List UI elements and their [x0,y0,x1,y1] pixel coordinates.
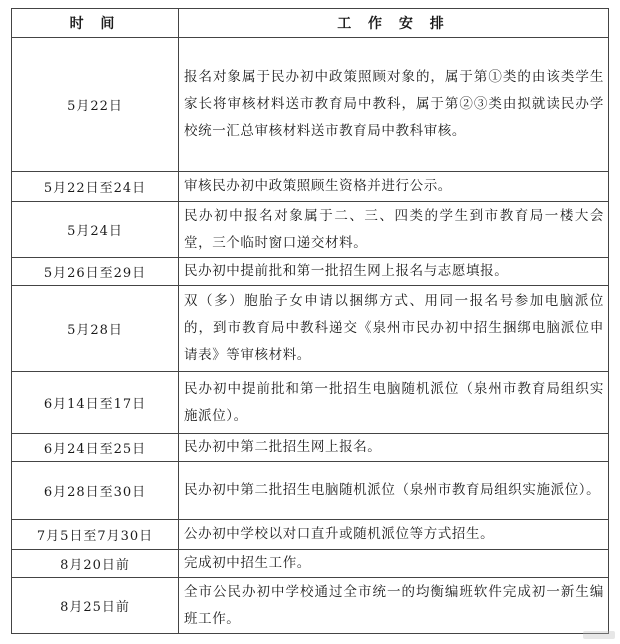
row-date: 5月28日 [12,286,179,372]
row-task: 民办初中提前批和第一批招生网上报名与志愿填报。 [179,258,609,286]
row-task: 民办初中第二批招生电脑随机派位（泉州市教育局组织实施派位）。 [179,462,609,520]
header-time: 时 间 [12,9,179,38]
row-date: 5月24日 [12,202,179,258]
row-task: 双（多）胞胎子女申请以捆绑方式、用同一报名号参加电脑派位的，到市教育局中教科递交《泉州市民办初中招生捆绑电脑派位申请表》等审核材料。 [179,286,609,372]
table-row [12,550,609,578]
row-date: 5月22日至24日 [12,172,179,202]
table-row [12,286,609,372]
row-date: 5月26日至29日 [12,258,179,286]
table-row [12,578,609,634]
row-date: 8月25日前 [12,578,179,634]
table-row [12,172,609,202]
row-date: 8月20日前 [12,550,179,578]
row-task: 全市公民办初中学校通过全市统一的均衡编班软件完成初一新生编班工作。 [179,578,609,634]
row-date: 5月22日 [12,38,179,172]
row-date: 6月28日至30日 [12,462,179,520]
row-date: 6月14日至17日 [12,372,179,434]
header-row [12,9,609,38]
table-row [12,462,609,520]
schedule-table [11,8,609,634]
table-row [12,434,609,462]
row-task: 民办初中提前批和第一批招生电脑随机派位（泉州市教育局组织实施派位）。 [179,372,609,434]
row-task: 民办初中第二批招生网上报名。 [179,434,609,462]
row-task: 民办初中报名对象属于二、三、四类的学生到市教育局一楼大会堂，三个临时窗口递交材料。 [179,202,609,258]
table-row [12,38,609,172]
table-row [12,372,609,434]
row-task: 完成初中招生工作。 [179,550,609,578]
table-row [12,258,609,286]
watermark-icon [582,628,616,642]
table-row [12,520,609,550]
header-arrangement: 工 作 安 排 [179,9,609,38]
row-task: 报名对象属于民办初中政策照顾对象的，属于第①类的由该类学生家长将审核材料送市教育局中教科，属于第②③类由拟就读民办学校统一汇总审核材料送市教育局中教科审核。 [179,38,609,172]
row-date: 7月5日至7月30日 [12,520,179,550]
row-task: 审核民办初中政策照顾生资格并进行公示。 [179,172,609,202]
table-row [12,202,609,258]
row-task: 公办初中学校以对口直升或随机派位等方式招生。 [179,520,609,550]
row-date: 6月24日至25日 [12,434,179,462]
